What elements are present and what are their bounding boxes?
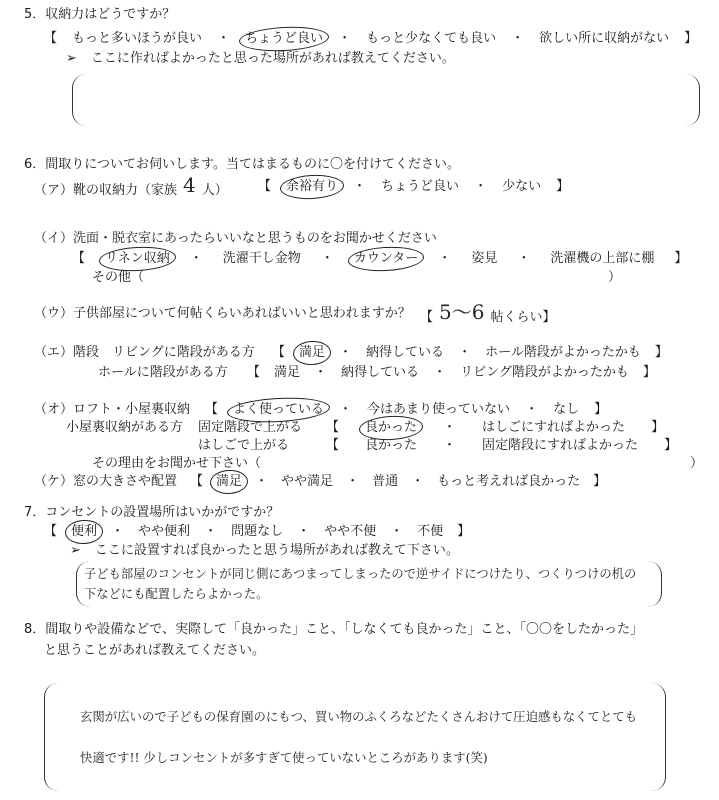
answer-option[interactable]: 問題なし [231,524,284,539]
answer-option[interactable]: 少ない [502,179,542,194]
answer-option[interactable]: もっと考えれば良かった [437,474,581,489]
circled-option[interactable]: 余裕有り [286,179,339,194]
bracket-close: 】 [684,31,698,46]
answer-option[interactable]: 納得している [366,345,445,360]
q6a-label-prefix: （ア）靴の収納力（家族 [34,183,178,198]
q7-title: 7．コンセントの設置場所はいかがですか？ [24,505,280,520]
arrow-bullet-icon: ➢ [66,51,77,66]
answer-option[interactable]: 普通 [372,474,399,489]
bracket-open: 【 [326,438,340,453]
answer-option[interactable]: ちょうど良い [381,179,460,194]
q8-answer-box[interactable] [44,683,666,791]
q6e-options [272,344,668,362]
separator-dot: ・ [111,524,125,539]
answer-option[interactable]: 洗濯干し金物 [222,251,301,266]
q6-title: 6．間取りについてお伺いします。当てはまるものに〇を付けてください。 [24,157,460,172]
bracket-open: 【 [205,402,219,417]
circled-option[interactable]: 良かった [365,420,418,435]
bracket-close: 】 [674,251,688,266]
answer-option[interactable]: 今はあまり使っていない [367,402,511,417]
answer-option[interactable]: なし [553,402,580,417]
q6i-other-close: ） [608,270,622,285]
separator-dot: ・ [217,31,231,46]
bracket-open: 【 [258,179,272,194]
separator-dot: ・ [346,474,360,489]
separator-dot: ・ [458,345,472,360]
answer-option[interactable]: やや便利 [138,524,191,539]
q6e-label2: ホールに階段がある方 [98,365,228,380]
q8-title-line-2: と思うことがあれば教えてください。 [44,643,266,658]
q6o-label: （オ）ロフト・小屋裏収納 [34,402,191,417]
q5-options [44,30,697,48]
q6a-label [34,173,228,200]
separator-dot: ・ [390,524,404,539]
circled-option[interactable]: カウンター [353,251,419,266]
bracket-close: 】 [654,345,668,360]
room-size-handwritten[interactable]: 5～6 [439,300,485,324]
answer-option[interactable]: もっと多いほうが良い [72,31,203,46]
separator-dot: ・ [204,524,218,539]
answer-option[interactable]: 固定階段にすればよかった [482,438,639,453]
circled-option[interactable]: 満足 [216,474,243,489]
q6u-answer [420,300,556,327]
q8-title-line-1: 8．間取りや設備などで、実際して「良かった」こと、「しなくても良かった」こと、「〇〇をしたかった」 [24,622,644,637]
separator-dot: ・ [338,31,352,46]
separator-dot: ・ [438,251,452,266]
family-count-handwritten[interactable]: 4 [183,173,196,197]
bracket-close: 】 [642,365,656,380]
separator-dot: ・ [511,31,525,46]
separator-dot: ・ [339,402,353,417]
q8-answer-line-1: 玄関が広いので子どもの保育園のにもつ、買い物のふくろなどたくさんおけて圧迫感もなくてとても [80,709,638,724]
bracket-close: 】 [542,310,556,325]
bracket-open: 【 [190,474,204,489]
separator-dot: ・ [411,474,425,489]
separator-dot: ・ [525,402,539,417]
q6ke-label: （ケ）窓の大きさや配置 [34,474,178,489]
bracket-close: 】 [457,524,471,539]
q5-answer-box[interactable] [72,74,700,126]
separator-dot: ・ [339,345,353,360]
answer-option[interactable]: やや不便 [324,524,377,539]
answer-option[interactable]: 満足 [274,365,301,380]
answer-option[interactable]: 不便 [417,524,444,539]
answer-option[interactable]: 良かった [365,438,418,453]
q6e-label: （エ）階段 リビングに階段がある方 [34,345,255,360]
bracket-close: 】 [651,420,665,435]
bracket-open: 【 [72,251,86,266]
q5-title: 5．収納力はどうですか？ [24,7,176,22]
q7-answer-line-2: 下などにも配置したらよかった。 [84,587,269,601]
bracket-open: 【 [326,420,340,435]
bracket-close: 】 [593,474,607,489]
separator-dot: ・ [353,179,367,194]
answer-option[interactable]: もっと少なくても良い [366,31,497,46]
bracket-close: 】 [556,179,570,194]
room-size-unit: 帖くらい [490,310,543,325]
circled-option[interactable]: 満足 [299,345,326,360]
q6o-fixed-label: 固定階段で上がる [198,420,303,435]
separator-dot: ・ [474,179,488,194]
bracket-close: 】 [664,438,678,453]
separator-dot: ・ [433,365,447,380]
separator-dot: ・ [443,438,457,453]
q6ke-options [190,473,606,491]
answer-option[interactable]: リビング階段がよかったかも [460,365,629,380]
circled-option[interactable]: リネン収納 [105,251,170,266]
q8-answer-line-2: 快適です!! 少しコンセントが多すぎて使っていないところがあります(笑) [80,750,488,765]
q7-options [44,523,470,541]
q5-followup-text: ここに作ればよかったと思った場所があれば教えてください。 [90,51,455,66]
answer-option[interactable]: 欲しい所に収納がない [539,31,670,46]
answer-option[interactable]: はしごにすればよかった [482,420,626,435]
bracket-open: 【 [272,345,286,360]
circled-option[interactable]: よく使っている [233,402,325,417]
separator-dot: ・ [443,420,457,435]
q6o-fixed-options [326,419,664,437]
q6i-other-label[interactable]: その他（ [92,270,145,285]
separator-dot: ・ [255,474,269,489]
q6a-options [258,178,569,196]
q6o-reason-label[interactable]: その理由をお聞かせ下さい（ [92,456,262,471]
bracket-open: 【 [44,31,58,46]
arrow-bullet-icon: ➢ [70,543,81,558]
answer-option[interactable]: 洗濯機の上部に棚 [550,251,655,266]
q6u-label: （ウ）子供部屋について何帖くらいあればいいと思われますか？ [34,306,411,321]
answer-option[interactable]: 納得している [341,365,420,380]
q5-followup [66,50,455,68]
bracket-open: 【 [420,310,434,325]
q7-followup [70,542,459,560]
q7-followup-text: ここに設置すれば良かったと思う場所があれば教えて下さい。 [94,543,459,558]
separator-dot: ・ [189,251,203,266]
separator-dot: ・ [517,251,531,266]
q6i-options [72,250,687,268]
q6o-ladder-label: はしごで上がる [198,438,290,453]
circled-option[interactable]: ちょうど良い [245,31,324,46]
bracket-open: 【 [44,524,58,539]
bracket-close: 】 [594,402,608,417]
answer-option[interactable]: やや満足 [281,474,334,489]
q6a-label-suffix: 人） [201,183,228,198]
separator-dot: ・ [320,251,334,266]
answer-option[interactable]: 姿見 [471,251,498,266]
bracket-open: 【 [247,365,261,380]
q6o-sub-label: 小屋裏収納がある方 [66,420,184,435]
circled-option[interactable]: 便利 [71,524,98,539]
q6e-options2 [247,364,656,382]
q6o-reason-close: ） [690,456,704,471]
q6o-ladder-options [326,437,677,455]
separator-dot: ・ [314,365,328,380]
answer-option[interactable]: ホール階段がよかったかも [485,345,641,360]
q6i-label: （イ）洗面・脱衣室にあったらいいなと思うものをお聞かせください [34,231,437,246]
separator-dot: ・ [297,524,311,539]
q7-answer-line-1: 子ども部屋のコンセントが同じ側にあつまってしまったので逆サイドにつけたり、つくりつけの机の [84,567,637,581]
